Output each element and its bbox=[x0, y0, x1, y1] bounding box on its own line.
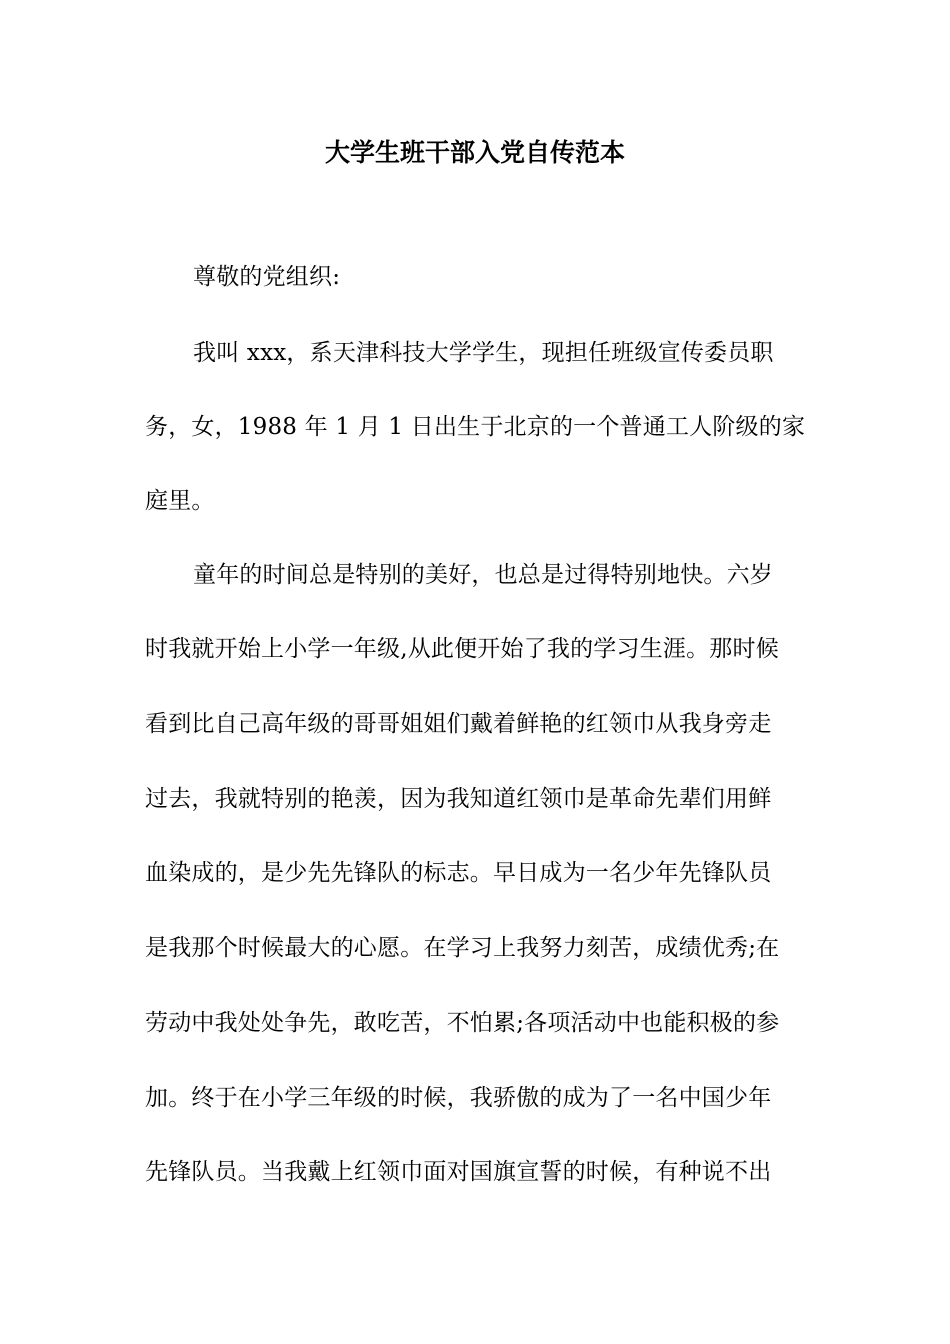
text-line: 加。终于在小学三年级的时候，我骄傲的成为了一名中国少年 bbox=[145, 1085, 772, 1111]
text-line: 务，女，1988 年 1 月 1 日出生于北京的一个普通工人阶级的家 bbox=[145, 414, 806, 440]
document-title: 大学生班干部入党自传范本 bbox=[324, 138, 625, 167]
text-line: 是我那个时候最大的心愿。在学习上我努力刻苦，成绩优秀;在 bbox=[145, 935, 780, 961]
text-line: 过去，我就特别的艳羡，因为我知道红领巾是革命先辈们用鲜 bbox=[145, 786, 772, 812]
text-line: 先锋队员。当我戴上红领巾面对国旗宣誓的时候，有种说不出 bbox=[145, 1159, 772, 1185]
text-line: 劳动中我处处争先，敢吃苦，不怕累;各项活动中也能积极的参 bbox=[145, 1010, 780, 1036]
text-line: 我叫 xxx，系天津科技大学学生，现担任班级宣传委员职 bbox=[193, 340, 774, 366]
text-line: 血染成的，是少先先锋队的标志。早日成为一名少年先锋队员 bbox=[145, 860, 772, 886]
text-line: 看到比自己高年级的哥哥姐姐们戴着鲜艳的红领巾从我身旁走 bbox=[145, 711, 772, 737]
text-line: 童年的时间总是特别的美好，也总是过得特别地快。六岁 bbox=[193, 562, 773, 588]
text-line: 时我就开始上小学一年级,从此便开始了我的学习生涯。那时候 bbox=[145, 636, 779, 662]
salutation-line: 尊敬的党组织: bbox=[193, 264, 341, 290]
text-line: 庭里。 bbox=[145, 488, 215, 514]
